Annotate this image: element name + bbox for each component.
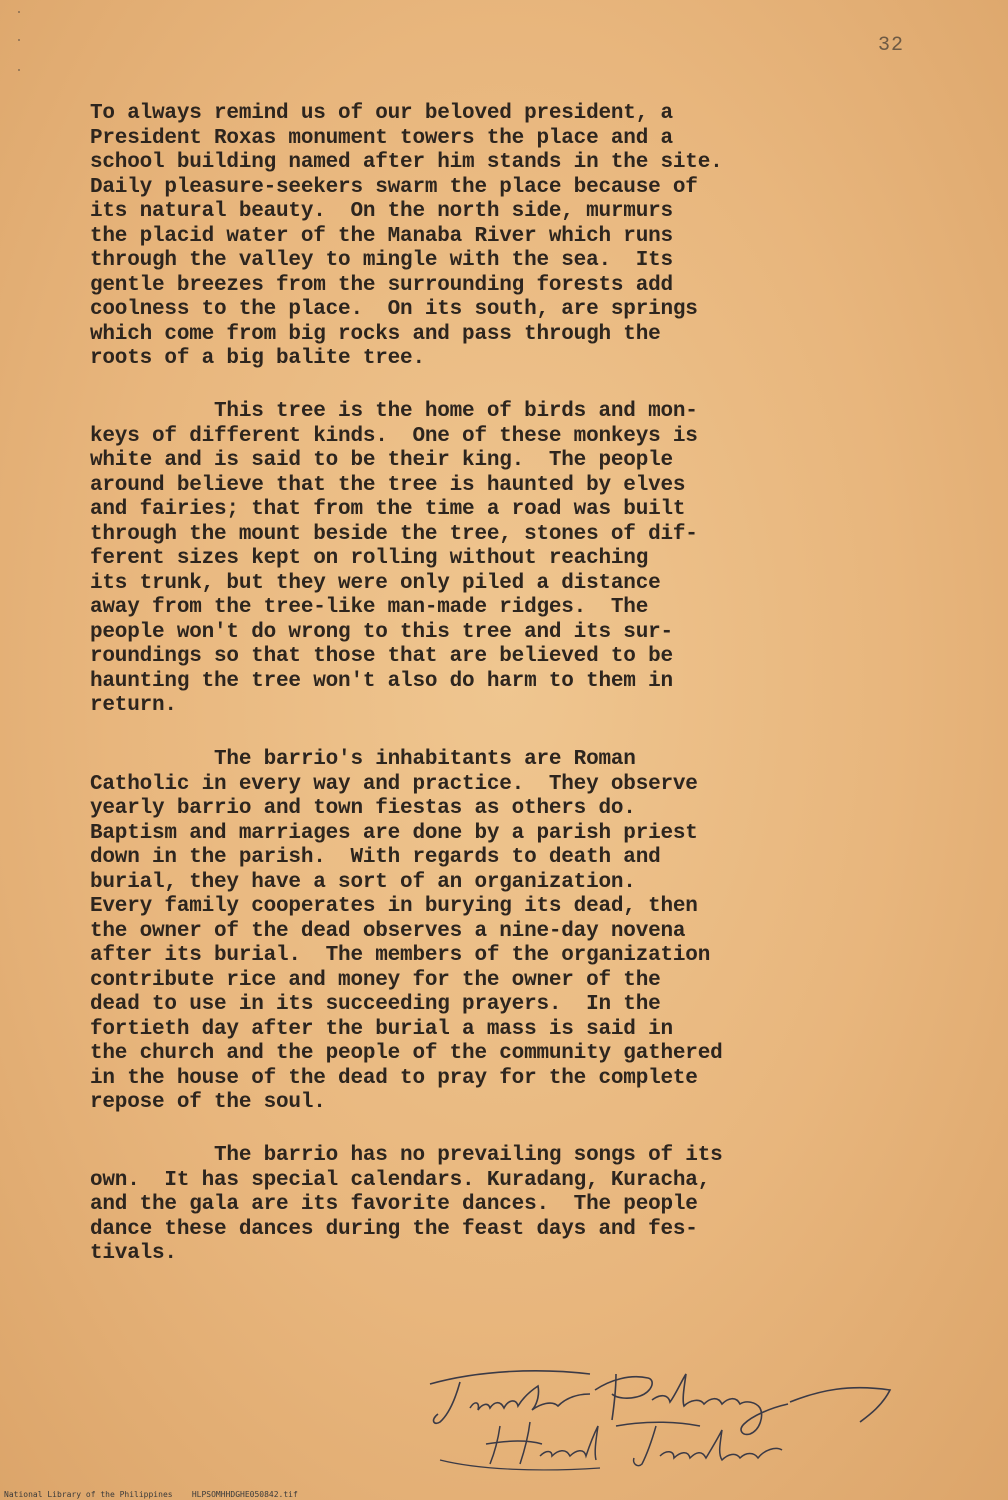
paragraph-balite-tree: This tree is the home of birds and mon- keys of different kinds. One of these monkeys is white and is said to be their king. The people around believe that the tree is haunted by elves and fairies; that from the time a road was built through the mount beside the tree, stones of dif- ferent sizes kept on rolling without reaching its trunk, but they were only piled a distance away from the tree-like man-made ridges. The people won't do wrong to this tree and its sur- roundings so that those that are believed to be haunting the tree won't also do harm to them in return.	[90, 400, 698, 717]
paragraph-monument: To always remind us of our beloved president, a President Roxas monument towers the place and a school building named after him stands in the site. Daily pleasure-seekers swarm the place because of its natural beauty. On the north side, murmurs the placid water of the Manaba River which runs through the valley to mingle with the sea. Its gentle breezes from the surrounding forests add coolness to the place. On its south, are springs which come from big rocks and pass through the roots of a big balite tree.	[90, 102, 723, 370]
paragraph-songs-dances: The barrio has no prevailing songs of its own. It has special calendars. Kuradang, Kuracha, and the gala are its favorite dances. The people dance these dances during the feast days and fes- tivals.	[90, 1144, 723, 1265]
page-number: 32	[877, 34, 904, 57]
paragraph-religion: The barrio's inhabitants are Roman Catholic in every way and practice. They observe yearly barrio and town fiestas as others do. Baptism and marriages are done by a parish priest down in the parish. With regards to death and burial, they have a sort of an organization. Every family cooperates in burying its dead, then the owner of the dead observes a nine-day novena after its burial. The members of the organization contribute rice and money for the owner of the dead to use in its succeeding prayers. In the fortieth day after the burial a mass is said in the church and the people of the community gathered in the house of the dead to pray for the complete repose of the soul.	[90, 748, 723, 1114]
scan-edge-marks	[18, 0, 20, 1500]
scan-footer: National Library of the Philippines HLPSOMHHDGHE050842.tif	[4, 1490, 298, 1499]
handwritten-signature	[420, 1360, 900, 1480]
